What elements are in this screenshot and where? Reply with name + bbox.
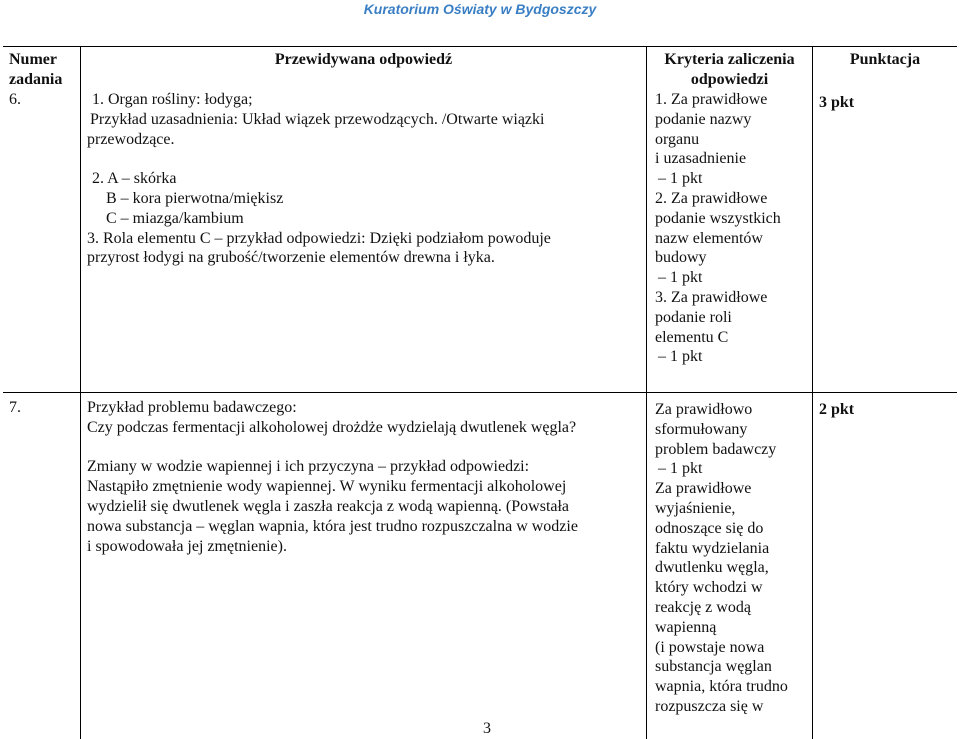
row-7-answer-line: i spowodowała jej zmętnienie). (87, 537, 287, 555)
row-6-answer (87, 90, 551, 268)
row-6-criteria-line: – 1 pkt (658, 348, 703, 366)
row-7-criteria-line: Za prawidłowo (655, 401, 753, 418)
row-7-criteria-line: Za prawidłowe (655, 480, 752, 498)
row-6-criteria-line: – 1 pkt (658, 170, 703, 188)
header-points: Punktacja (849, 51, 921, 68)
header-criteria-line-1: Kryteria zaliczenia (664, 51, 795, 68)
row-6-criteria-line: 3. Za prawidłowe (655, 288, 768, 306)
row-7-answer (87, 398, 578, 556)
row-7-answer-line: Nastąpiło zmętnienie wody wapiennej. W wyniku fermentacji alkoholowej (87, 478, 567, 496)
row-6-answer-line: C – miazga/kambium (106, 209, 244, 227)
row-6-criteria-line: 2. Za prawidłowe (655, 189, 768, 207)
table-column-divider-2 (646, 46, 647, 739)
row-7-answer-line: Zmiany w wodzie wapiennej i ich przyczyna – przykład odpowiedzi: (87, 458, 530, 476)
row-6-criteria-line: organu (655, 130, 700, 148)
table-top-border (3, 46, 957, 47)
table-column-divider-3 (812, 46, 813, 739)
row-7-criteria-line: który wchodzi w (655, 579, 763, 597)
row-6-points: 3 pkt (819, 94, 855, 111)
row-6-answer-line: 3. Rola elementu C – przykład odpowiedzi: Dzięki podziałom powoduje (87, 229, 551, 247)
row-6-answer-line: Przykład uzasadnienia: Układ wiązek przewodzących. /Otwarte wiązki (90, 110, 545, 128)
row-7-criteria-line: faktu wydzielania (655, 539, 770, 557)
row-7-criteria-line: – 1 pkt (658, 460, 703, 478)
header-task-number-line-1: Numer (9, 51, 57, 68)
row-6-answer-line: 2. A – skórka (92, 170, 177, 188)
row-7-points: 2 pkt (819, 401, 855, 418)
row-7-criteria-line: substancja węglan (655, 658, 772, 676)
row-7-criteria-line: sformułowany (655, 420, 748, 438)
row-7-answer-line: Przykład problemu badawczego: (87, 399, 297, 416)
table-row-divider (3, 392, 957, 393)
row-6-criteria-line: budowy (655, 249, 707, 267)
row-6-criteria-line: podanie roli (655, 308, 732, 326)
row-7-number: 7. (9, 399, 21, 416)
row-6-criteria-line: – 1 pkt (658, 269, 703, 287)
row-6-answer-line: B – kora pierwotna/miękisz (106, 189, 284, 207)
row-6-criteria-line: podanie wszystkich (655, 209, 781, 227)
header-task-number-line-2: zadania (9, 70, 63, 88)
row-6-answer-line (87, 149, 551, 169)
header-task-number (9, 50, 62, 90)
row-6-criteria (655, 90, 781, 367)
row-7-criteria-line: wapienną (655, 618, 717, 636)
header-expected-answer: Przewidywana odpowiedź (274, 51, 453, 68)
page-header: Kuratorium Oświaty w Bydgoszczy (363, 1, 597, 17)
table-column-divider-1 (80, 46, 81, 739)
page-number: 3 (483, 720, 491, 737)
row-7-criteria-line: reakcję z wodą (655, 598, 751, 616)
row-7-criteria-line: rozpuszcza się w (655, 697, 764, 715)
row-7-answer-line (87, 438, 578, 458)
row-7-criteria-line: odnoszące się do (655, 519, 764, 537)
row-7-answer-line: nowa substancja – węglan wapnia, która jest trudno rozpuszczalna w wodzie (87, 517, 578, 535)
row-7-criteria-line: (i powstaje nowa (655, 638, 765, 656)
row-7-criteria-line: problem badawczy (655, 440, 777, 458)
row-7-criteria-line: wyjaśnienie, (655, 499, 736, 517)
row-6-answer-line: przewodzące. (87, 130, 175, 148)
row-6-criteria-line: nazw elementów (655, 229, 763, 247)
row-7-answer-line: wydzielił się dwutlenek węgla i zaszła reakcja z wodą wapienną. (Powstała (87, 497, 570, 515)
header-criteria-line-2: odpowiedzi (690, 70, 769, 88)
row-6-answer-line: przyrost łodygi na grubość/tworzenie elementów drewna i łyka. (87, 249, 495, 267)
row-6-criteria-line: i uzasadnienie (655, 150, 747, 168)
header-criteria (647, 50, 812, 90)
row-6-criteria-line: elementu C (655, 328, 729, 346)
row-7-answer-line: Czy podczas fermentacji alkoholowej drożdże wydzielają dwutlenek węgla? (87, 418, 577, 436)
row-6-criteria-line: 1. Za prawidłowe (655, 91, 768, 108)
row-6-criteria-line: podanie nazwy (655, 110, 752, 128)
row-6-number: 6. (9, 91, 21, 108)
row-6-answer-line: 1. Organ rośliny: łodyga; (92, 91, 253, 108)
row-7-criteria (655, 400, 788, 717)
row-7-criteria-line: wapnia, która trudno (655, 678, 788, 696)
row-7-criteria-line: dwutlenku węgla, (655, 559, 769, 577)
